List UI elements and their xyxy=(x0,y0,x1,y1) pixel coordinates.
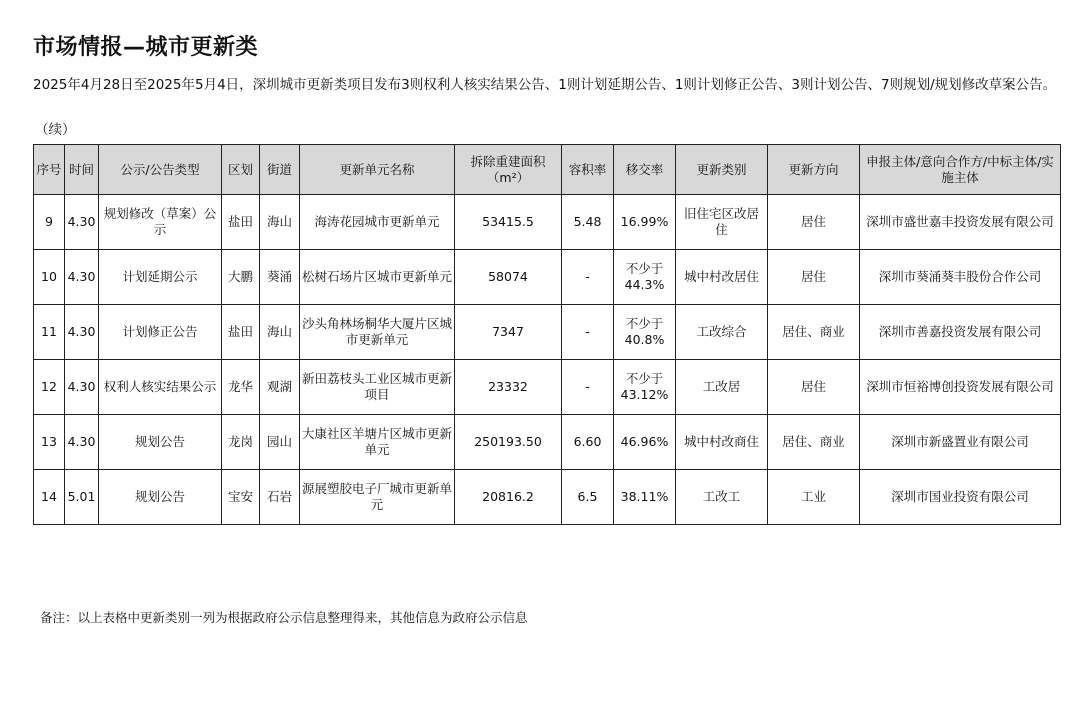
table-cell: 葵涌 xyxy=(260,250,300,305)
table-cell: 规划公告 xyxy=(99,415,222,470)
header-cell: 更新单元名称 xyxy=(300,145,455,195)
table-cell: 20816.2 xyxy=(455,470,562,525)
header-cell: 街道 xyxy=(260,145,300,195)
table-cell: 4.30 xyxy=(65,415,99,470)
table-cell: 深圳市善嘉投资发展有限公司 xyxy=(860,305,1061,360)
table-cell: 46.96% xyxy=(614,415,676,470)
table-cell: 38.11% xyxy=(614,470,676,525)
table-cell: 工改综合 xyxy=(676,305,768,360)
table-cell: 14 xyxy=(34,470,65,525)
header-cell: 时间 xyxy=(65,145,99,195)
table-row xyxy=(34,250,1061,305)
table-cell: 10 xyxy=(34,250,65,305)
table-cell: 4.30 xyxy=(65,250,99,305)
table-cell: 居住、商业 xyxy=(768,415,860,470)
continued-label: （续） xyxy=(35,122,76,138)
footnote: 备注：以上表格中更新类别一列为根据政府公示信息整理得来，其他信息为政府公示信息 xyxy=(40,610,528,625)
summary-text: 2025年4月28日至2025年5月4日，深圳城市更新类项目发布3则权利人核实结果公告、1则计划延期公告、1则计划修正公告、3则计划公告、7则规划/规划修改草案公告。 xyxy=(33,77,1057,93)
table-cell: 盐田 xyxy=(222,195,260,250)
header-cell: 更新方向 xyxy=(768,145,860,195)
table-cell: 4.30 xyxy=(65,360,99,415)
table-cell: 规划公告 xyxy=(99,470,222,525)
table-cell: 龙岗 xyxy=(222,415,260,470)
table-cell: 58074 xyxy=(455,250,562,305)
header-cell: 拆除重建面积（m²） xyxy=(455,145,562,195)
table-cell: 工业 xyxy=(768,470,860,525)
table-cell: 园山 xyxy=(260,415,300,470)
table-cell: 居住 xyxy=(768,250,860,305)
table-cell: 盐田 xyxy=(222,305,260,360)
table-cell: 深圳市国业投资有限公司 xyxy=(860,470,1061,525)
header-cell: 容积率 xyxy=(562,145,614,195)
table-cell: 深圳市恒裕博创投资发展有限公司 xyxy=(860,360,1061,415)
table-cell: 9 xyxy=(34,195,65,250)
table-cell: 不少于43.12% xyxy=(614,360,676,415)
table-row xyxy=(34,195,1061,250)
table-cell: 海涛花园城市更新单元 xyxy=(300,195,455,250)
table-row xyxy=(34,305,1061,360)
table-cell: 观湖 xyxy=(260,360,300,415)
table-cell: 6.60 xyxy=(562,415,614,470)
table-row xyxy=(34,415,1061,470)
table-cell: 4.30 xyxy=(65,305,99,360)
table-cell: 计划修正公告 xyxy=(99,305,222,360)
table-cell: 权利人核实结果公示 xyxy=(99,360,222,415)
table-cell: - xyxy=(562,250,614,305)
table-cell: 松树石场片区城市更新单元 xyxy=(300,250,455,305)
table-cell: 5.01 xyxy=(65,470,99,525)
table-cell: 宝安 xyxy=(222,470,260,525)
table-cell: 城中村改居住 xyxy=(676,250,768,305)
table-cell: 大鹏 xyxy=(222,250,260,305)
table-cell: 不少于44.3% xyxy=(614,250,676,305)
table-cell: 海山 xyxy=(260,195,300,250)
table-cell: 计划延期公示 xyxy=(99,250,222,305)
table-cell: 海山 xyxy=(260,305,300,360)
table-cell: 规划修改（草案）公示 xyxy=(99,195,222,250)
table-cell: 新田荔枝头工业区城市更新项目 xyxy=(300,360,455,415)
table-cell: 工改居 xyxy=(676,360,768,415)
header-cell: 区划 xyxy=(222,145,260,195)
table-cell: 居住、商业 xyxy=(768,305,860,360)
table-cell: 龙华 xyxy=(222,360,260,415)
table-cell: 4.30 xyxy=(65,195,99,250)
table-cell: 12 xyxy=(34,360,65,415)
table-cell: 旧住宅区改居住 xyxy=(676,195,768,250)
table-cell: 居住 xyxy=(768,195,860,250)
table-header-row xyxy=(34,145,1061,195)
header-cell: 序号 xyxy=(34,145,65,195)
table-cell: 深圳市新盛置业有限公司 xyxy=(860,415,1061,470)
table-cell: 工改工 xyxy=(676,470,768,525)
table-cell: 250193.50 xyxy=(455,415,562,470)
table-cell: 6.5 xyxy=(562,470,614,525)
data-table xyxy=(33,144,1061,525)
table-row xyxy=(34,470,1061,525)
table-cell: 53415.5 xyxy=(455,195,562,250)
table-cell: 5.48 xyxy=(562,195,614,250)
table-cell: 深圳市盛世嘉丰投资发展有限公司 xyxy=(860,195,1061,250)
table-cell: 11 xyxy=(34,305,65,360)
table-cell: 沙头角林场桐华大厦片区城市更新单元 xyxy=(300,305,455,360)
table-cell: 城中村改商住 xyxy=(676,415,768,470)
page-title: 市场情报—城市更新类 xyxy=(33,35,259,60)
table-cell: - xyxy=(562,305,614,360)
table-cell: 23332 xyxy=(455,360,562,415)
header-cell: 公示/公告类型 xyxy=(99,145,222,195)
header-cell: 移交率 xyxy=(614,145,676,195)
header-cell: 申报主体/意向合作方/中标主体/实施主体 xyxy=(860,145,1061,195)
table-cell: 大康社区羊塘片区城市更新单元 xyxy=(300,415,455,470)
table-row xyxy=(34,360,1061,415)
table-cell: 13 xyxy=(34,415,65,470)
header-cell: 更新类别 xyxy=(676,145,768,195)
table-cell: 不少于40.8% xyxy=(614,305,676,360)
table-cell: 源展塑胶电子厂城市更新单元 xyxy=(300,470,455,525)
table-cell: 深圳市葵涌葵丰股份合作公司 xyxy=(860,250,1061,305)
table-cell: 7347 xyxy=(455,305,562,360)
table-cell: 石岩 xyxy=(260,470,300,525)
table-cell: - xyxy=(562,360,614,415)
table-cell: 16.99% xyxy=(614,195,676,250)
table-cell: 居住 xyxy=(768,360,860,415)
